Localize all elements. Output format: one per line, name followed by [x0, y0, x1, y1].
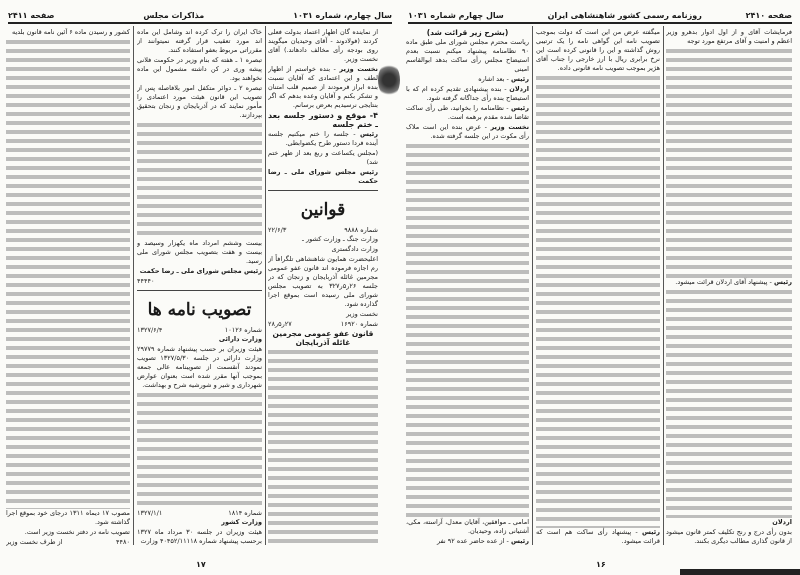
paragraph: مصوب ۱۷ دیماه ۱۳۱۱ درجای خود بموقع اجرا گذاشته شود. — [6, 509, 130, 526]
speech: - نظامنامه را بخوانید، طی رأی ساکت تقاضا شده مقدم برهمه است. — [406, 104, 529, 121]
decree-date: ۱۳۲۷/۶/۴ — [137, 326, 163, 334]
ministry: وزارت کشور — [221, 518, 262, 526]
paragraph: خاک ایران را ترک کرده اند وشامل این ماده اند مورد تعقیب قرار گرفته نمیتوانند از مقرراتی مربوط بعفو استفاده کنند. — [137, 28, 262, 54]
footer-page-number: ۱۷ — [196, 560, 206, 569]
paragraph: بیست وششم امرداد ماه یکهزار وسیصد و بیست و هفت بتصویب مجلس شورای ملی رسید. — [137, 239, 262, 265]
body-text — [666, 288, 792, 519]
paragraph — [666, 278, 792, 287]
paragraph: تبصره ۲ ـ دوائر متکفل امور بلافاصله پس از تصویب این قانون هیئت مورد اعتمادی را مأمور نمایند که در آذربایجان و زنجان بتحقیق بپردازند. — [137, 84, 262, 119]
paragraph: تصویب نامه در دفتر نخست وزیر است. — [24, 528, 130, 536]
body-text — [536, 74, 660, 528]
speaker: رئیس — [359, 130, 378, 138]
speech: - جلسه را ختم میکنیم جلسه آینده فردا دستور طرح یکضوابطی. — [268, 130, 378, 147]
signature: از طرف نخست وزیر — [6, 538, 63, 546]
law-date: ۲۷ر۵ر۲۸ — [268, 320, 292, 328]
speech: - از عده حاضر عده ۹۲ نفر — [437, 537, 511, 545]
issue-number: سال چهارم شماره ۱۰۳۱ — [408, 10, 504, 20]
page-2410 — [400, 0, 800, 575]
body-text — [406, 142, 529, 518]
decree-text: هیئت وزیران در جلسه ۳۰ مرداد ماه ۱۳۲۷ برحسب پیشنهاد شماره ۴۰۴۵۲/۱۱۱۱۸ وزارت — [137, 528, 262, 545]
decree-date: ۱۳۲۷/۱/۱ — [137, 509, 163, 517]
page-header — [408, 8, 792, 22]
speaker: رئیس — [773, 277, 792, 286]
speech: - بنده خواستم از اظهار لطف و این اعتمادی که آقایان نسبت بنده ابراز فرمودند از صمیم قلب امتنان و تشکر بکنم و آقایان وعده بدهم که اگر بنتایجی نرسیدیم بعرض برسانم. — [268, 65, 378, 109]
paragraph: کشور و رسیدن ماده ۶ آئین نامه قانون بلدیه — [11, 28, 130, 36]
column-3 — [6, 28, 130, 547]
paragraph: امامی ـ موافقین، آقایان معدل، آراسته، مکی، آشتیانی زاده، وحیدیان. — [406, 518, 529, 535]
page-number: صفحه ۲۴۱۰ — [745, 10, 792, 20]
body-text — [137, 391, 262, 509]
paragraph: تبصره ۱ ـ هفته که بنام وزیر در حکومت فلانی پیشه وری در کن داشته مشمول این ماده نخواهند بود. — [137, 56, 262, 82]
issue-number: سال چهارم، شماره ۱۰۳۱ — [293, 10, 392, 20]
speaker: رئیس — [510, 104, 529, 112]
speaker: اردلان — [772, 518, 792, 526]
speaker: نخست وزیر — [339, 65, 378, 73]
paragraph — [268, 130, 378, 148]
signature: نخست وزیر — [346, 310, 378, 318]
paragraph: فرمایشات آقای و از اول ادوار بدهرو وزیر اعظم و امنیت و آقای مرتفع مورد توجه — [666, 28, 792, 45]
column-rule — [133, 26, 134, 545]
decree-text: هیئت وزیران بر حسب پیشنهاد شماره ۲۹۷۷۹ وزارت دارائی در جلسه ۱۳۲۷/۵/۳۰ تصویب نمودند آنقسمت از تصویبنامه عالی جمعه بموجب آنها مقرر شده است بعنوان عوارض شهرداری و شیر و شورشیه شرح و بهداشت. — [137, 345, 262, 389]
paragraph: از نماینده گان اظهار اعتماد بدولت فعلی کردند (فولادوند - آقای وحیدیان میگویند روی بودجه رأی مخالف دادهاند.) آقای نخست وزیر. — [268, 28, 378, 63]
divider — [268, 190, 378, 191]
column-1 — [268, 28, 378, 547]
paragraph: (مجلس یکساعت و ربع بعد از ظهر ختم شد) — [268, 149, 378, 166]
code: ۴۴۸۰ — [116, 538, 130, 546]
agenda-heading: ۴- موقع و دستور جلسه بعد ـ ختم جلسه — [268, 111, 378, 129]
scan-edge — [680, 569, 800, 575]
speech: - بنده پیشنهادی تقدیم کرده ام که با استیضاح بنده رأی جداگانه گرفته شود. — [406, 85, 529, 102]
body-text — [137, 121, 262, 239]
page-number: صفحه ۲۴۱۱ — [8, 10, 55, 20]
speaker: نخست وزیر — [490, 123, 529, 131]
column-3 — [406, 28, 529, 547]
law-number: شماره ۱۶۹۲۰ — [340, 320, 378, 328]
law-title: قانون عفو عمومی مجرمین غائله آذربایجان — [272, 329, 374, 347]
decrees-heading: تصویب نامه ها — [147, 300, 252, 320]
speech: - پیشنهاد رأی ساکت هم است که قرائت میشود. — [536, 528, 660, 545]
column-1 — [666, 28, 792, 547]
speech: - پیشنهاد آقای اردلان قرائت میشود. — [675, 277, 774, 286]
paragraph — [268, 65, 378, 110]
law-text: اعلیحضرت همایون شاهنشاهی تلگرافاً از رم اجازه فرموده اند قانون عفو عمومی مجرمین غائله آذربایجان و زنجان که در جلسه ۲۶ر۵ر۳۲۷ به تصویب مجلس شورای ملی رسیده است بموقع اجرا گذارده شود. — [268, 255, 378, 308]
column-2 — [137, 28, 262, 547]
law-date: ۲۲/۶/۳ — [268, 226, 287, 234]
paragraph: ریاست محترم مجلس شورای ملی طبق ماده ۹۰ نظامنامه پیشنهاد میکنم نسبت بعدم استیضاح مجلس رأی ساکت بدهد ابوالقاسم امینی — [406, 38, 529, 73]
body-text — [268, 348, 378, 547]
section-title: مذاکرات مجلس — [143, 10, 205, 20]
speech: - عرض بنده این است ملاک رأی مکوت در این جلسه گرفته شده. — [406, 123, 529, 140]
code: ۴۴۴۴۰ — [137, 277, 155, 285]
body-text — [666, 47, 792, 278]
newspaper-title: روزنامه رسمی کشور شاهنشاهی ایران — [547, 10, 702, 20]
decree-number: شماره ۱۸۱۴ — [228, 509, 262, 517]
speech: - بعد اشاره — [478, 75, 511, 83]
emblem-illustration — [378, 62, 400, 98]
speaker: اردلان — [509, 85, 529, 93]
header-rule — [8, 22, 392, 24]
speaker: رئیس — [510, 75, 529, 83]
signature: رئیس مجلس شورای ملی ـ رضا حکمت — [268, 168, 378, 185]
paragraph: بدون رأی درج و رنج تکلیف کمتر قانون میشود از قانون گذاری مطالب دیگری بکنند. — [666, 528, 792, 545]
speaker: رئیس — [641, 528, 660, 536]
ministries: وزارت جنگ ـ وزارت کشور ـ — [301, 235, 378, 243]
column-rule — [663, 26, 664, 545]
column-2 — [536, 28, 660, 547]
speaker: رئیس — [510, 537, 529, 545]
column-rule — [265, 26, 266, 545]
paragraph: میگفته عرض من این است که دولت بموجب تصویب نامه این گواهی نامه را یک ترتیبی روش گذاشته و این را قانونی کرده است این نرخ برابری ریال با ارز خارجی را جناب آقای هژیر بموجب تصویب نامه قانونی داده. — [536, 28, 660, 72]
ministry: وزارت دارائی — [218, 335, 262, 343]
paragraph — [536, 528, 660, 546]
decree-number: شماره ۱۰۱۲۶ — [224, 326, 262, 334]
header-rule — [408, 22, 792, 24]
paragraph: (بشرح زیر قرائت شد) — [426, 28, 509, 37]
ministry: وزارت دادگستری — [331, 245, 378, 253]
body-text — [6, 38, 130, 509]
page-header — [8, 8, 392, 22]
signature: رئیس مجلس شورای ملی ـ رضا حکمت — [139, 267, 262, 275]
footer-page-number: ۱۶ — [596, 560, 606, 569]
law-number: شماره ۹۸۸۸ — [344, 226, 378, 234]
laws-heading: قوانین — [300, 200, 346, 220]
column-rule — [532, 26, 533, 545]
divider — [137, 290, 262, 291]
